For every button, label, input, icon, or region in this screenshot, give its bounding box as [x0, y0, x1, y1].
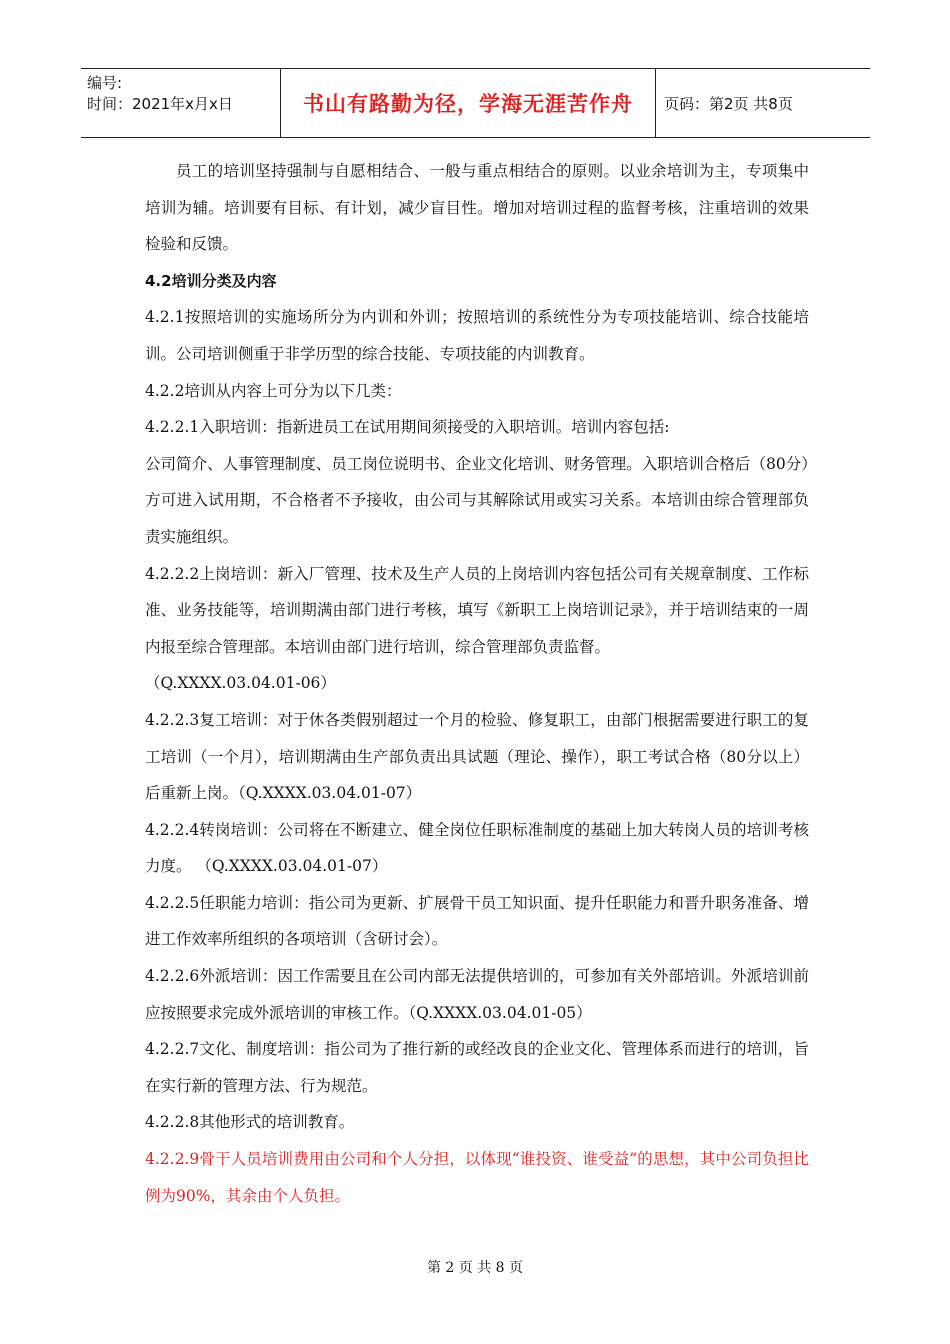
document-header: [81, 68, 870, 138]
body-paragraph: 4.2.2.6外派培训：因工作需要且在公司内部无法提供培训的，可参加有关外部培训。外派培训前应按照要求完成外派培训的审核工作。（Q.XXXX.03.04.01-05）: [145, 967, 809, 1022]
body-paragraph: 员工的培训坚持强制与自愿相结合、一般与重点相结合的原则。以业余培训为主，专项集中培训为辅。培训要有目标、有计划，减少盲目性。增加对培训过程的监督考核，注重培训的效果检验和反馈。: [145, 162, 809, 254]
body-paragraph: 4.2.2.4转岗培训：公司将在不断建立、健全岗位任职标准制度的基础上加大转岗人员的培训考核力度。 （Q.XXXX.03.04.01-07）: [145, 820, 809, 876]
highlighted-paragraph: 4.2.2.9骨干人员培训费用由公司和个人分担，以体现“谁投资、谁受益”的思想，其中公司负担比例为90%，其余由个人负担。: [145, 1150, 809, 1205]
header-motto-cell: [281, 69, 656, 137]
body-paragraph: 4.2.1按照培训的实施场所分为内训和外训；按照培训的系统性分为专项技能培训、综合技能培训。公司培训侧重于非学历型的综合技能、专项技能的内训教育。: [145, 308, 809, 363]
header-motto: 书山有路勤为径，学海无涯苦作舟: [303, 92, 633, 116]
document-time-label: 时间：2021年x月x日: [87, 95, 233, 113]
document-body: [145, 153, 809, 1214]
section-heading: 4.2培训分类及内容: [145, 271, 277, 290]
page-footer: 第 2 页 共 8 页: [426, 1260, 524, 1276]
body-paragraph: 4.2.2.5任职能力培训：指公司为更新、扩展骨干员工知识面、提升任职能力和晋升职务准备、增进工作效率所组织的各项培训（含研讨会）。: [145, 893, 809, 949]
body-paragraph: 4.2.2培训从内容上可分为以下几类：: [145, 381, 402, 400]
body-paragraph: 4.2.2.2上岗培训：新入厂管理、技术及生产人员的上岗培训内容包括公司有关规章制度、工作标准、业务技能等，培训期满由部门进行考核，填写《新职工上岗培训记录》，并于培训结束的一周内报至综合管理部。本培训由部门进行培训，综合管理部负责监督。: [145, 564, 809, 656]
header-page-number: 页码：第2页 共8页: [664, 94, 793, 113]
body-paragraph: 4.2.2.1入职培训：指新进员工在试用期间须接受的入职培训。培训内容包括:: [145, 418, 670, 437]
body-paragraph: 4.2.2.3复工培训：对于休各类假别超过一个月的检验、修复职工，由部门根据需要进行职工的复工培训（一个月），培训期满由生产部负责出具试题（理论、操作），职工考试合格（80分以上）后重新上岗。（Q.XXXX.03.04.01-07）: [145, 710, 809, 803]
form-reference: （Q.XXXX.03.04.01-06）: [145, 674, 336, 693]
body-paragraph: 4.2.2.7文化、制度培训：指公司为了推行新的或经改良的企业文化、管理体系而进行的培训，旨在实行新的管理方法、行为规范。: [145, 1040, 809, 1095]
header-meta: [81, 69, 281, 137]
body-paragraph: 4.2.2.8其他形式的培训教育。: [145, 1113, 355, 1132]
document-code-label: 编号:: [87, 74, 123, 92]
body-paragraph: 公司简介、人事管理制度、员工岗位说明书、企业文化培训、财务管理。入职培训合格后（80分）方可进入试用期，不合格者不予接收，由公司与其解除试用或实习关系。本培训由综合管理部负责实施组织。: [145, 454, 809, 546]
